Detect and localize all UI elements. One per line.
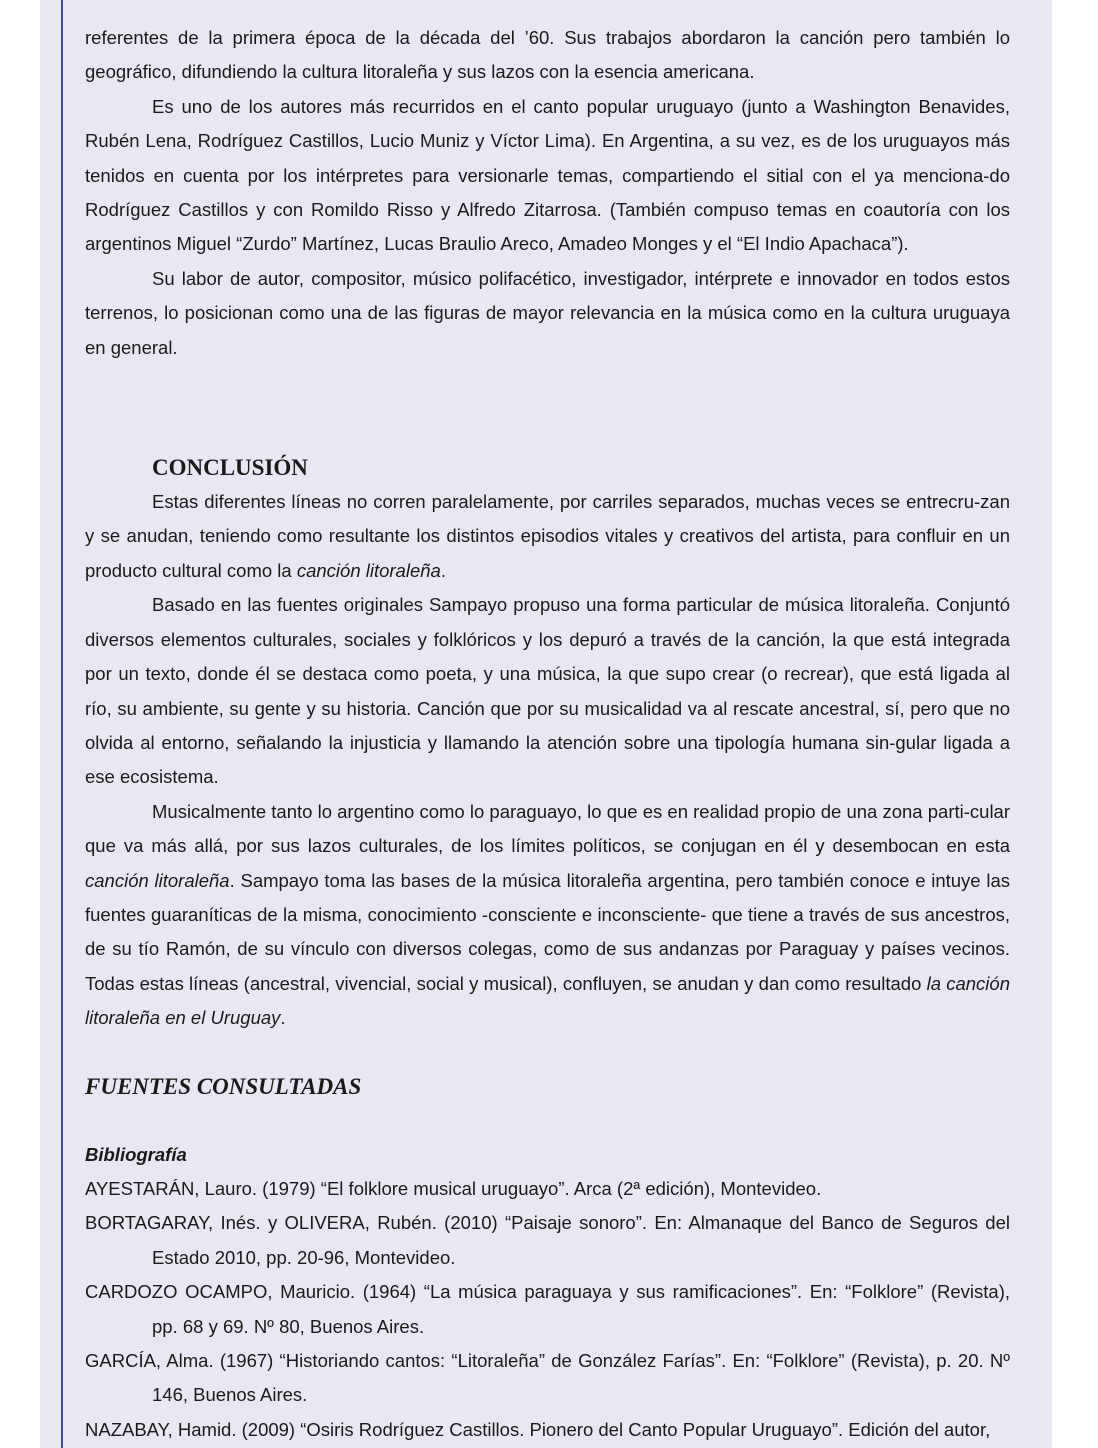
- bibliography-entry: CARDOZO OCAMPO, Mauricio. (1964) “La música paraguaya y sus ramificaciones”. En: “Folklore” (Revista), pp. 68 y 69. Nº 80, Buenos Aires.: [85, 1281, 1010, 1337]
- section-heading-conclusion: CONCLUSIÓN: [152, 455, 308, 481]
- bibliography-entry: AYESTARÁN, Lauro. (1979) “El folklore musical uruguayo”. Arca (2ª edición), Montevideo.: [85, 1177, 822, 1199]
- left-margin-rule: [61, 0, 63, 1448]
- paragraph: Es uno de los autores más recurridos en el canto popular uruguayo (junto a Washington Benavides, Rubén Lena, Rodríguez Castillos, Lucio Muniz y Víctor Lima). En Argentina, a su vez, es de los uruguayos más tenidos en cuenta por los intérpretes para versionarle temas, compartiendo el sitial con el ya menciona-do Rodríguez Castillos y con Romildo Risso y Alfredo Zitarrosa. (También compuso temas en coautoría con los argentinos Miguel “Zurdo” Martínez, Lucas Braulio Areco, Amadeo Monges y el “El Indio Apachaca”).: [85, 95, 1010, 255]
- paragraph: Estas diferentes líneas no corren paralelamente, por carriles separados, muchas veces se entrecru-zan y se anudan, teniendo como resultante los distintos episodios vitales y creativos del artista, para confluir en un producto cultural como la canción litoraleña.: [85, 491, 1010, 581]
- paragraph: Su labor de autor, compositor, músico polifacético, investigador, intérprete e innovador en todos estos terrenos, lo posicionan como una de las figuras de mayor relevancia en la música como en la cultura uruguaya en general.: [85, 267, 1010, 358]
- bibliography-entry: GARCÍA, Alma. (1967) “Historiando cantos: “Litoraleña” de González Farías”. En: “Folklore” (Revista), p. 20. Nº 146, Buenos Aires.: [85, 1350, 1010, 1406]
- paragraph: Musicalmente tanto lo argentino como lo paraguayo, lo que es en realidad propio de una zona parti-cular que va más allá, por sus lazos culturales, de los límites políticos, se conjugan en él y desembocan en esta canción litoraleña. Sampayo toma las bases de la música litoraleña argentina, pero también conoce e intuye las fuentes guaraníticas de la misma, conocimiento -consciente e inconsciente- que tiene a través de sus ancestros, de su tío Ramón, de su vínculo con diversos colegas, como de sus andanzas por Paraguay y países vecinos. Todas estas líneas (ancestral, vivencial, social y musical), confluyen, se anudan y dan como resultado la canción litoraleña en el Uruguay.: [85, 800, 1010, 1029]
- document-body: [85, 21, 1010, 1447]
- bibliography-entry: BORTAGARAY, Inés. y OLIVERA, Rubén. (2010) “Paisaje sonoro”. En: Almanaque del Banco de Seguros del Estado 2010, pp. 20-96, Montevideo.: [85, 1212, 1010, 1268]
- bibliography-entry: NAZABAY, Hamid. (2009) “Osiris Rodríguez Castillos. Pionero del Canto Popular Uruguayo”. Edición del autor,: [85, 1418, 991, 1440]
- subsection-heading-bibliography: Bibliografía: [85, 1143, 187, 1165]
- paragraph: Basado en las fuentes originales Sampayo propuso una forma particular de música litoraleña. Conjuntó diversos elementos culturales, sociales y folklóricos y los depuró a través de la canción, la que está integrada por un texto, donde él se destaca como poeta, y una música, la que supo crear (o recrear), que está ligada al río, su ambiente, su gente y su historia. Canción que por su musicalidad va al rescate ancestral, sí, pero que no olvida al entorno, señalando la injusticia y llamando la atención sobre una tipología humana sin-gular ligada a ese ecosistema.: [85, 594, 1010, 788]
- paragraph: referentes de la primera época de la década del ’60. Sus trabajos abordaron la canción pero también lo geográfico, difundiendo la cultura litoraleña y sus lazos con la esencia americana.: [85, 27, 1010, 83]
- section-heading-sources: FUENTES CONSULTADAS: [85, 1073, 362, 1099]
